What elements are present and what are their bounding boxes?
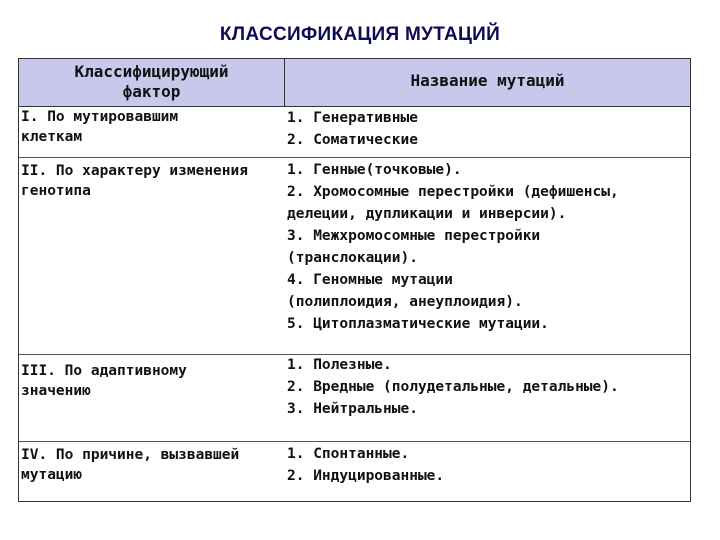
page-title: КЛАССИФИКАЦИЯ МУТАЦИЙ bbox=[219, 24, 501, 45]
table-row bbox=[19, 442, 690, 502]
table-row bbox=[19, 158, 690, 355]
row-factor: IV. По причине, вызвавшей мутацию bbox=[21, 447, 240, 483]
row-names: 1. Генные(точковые). 2. Хромосомные перестройки (дефишенсы, делеции, дупликации и инверсии). 3. Межхромосомные перестройки (транслокации). 4. Геномные мутации (полиплоидия, анеуплоидия). 5. Цитоплазматические мутации. bbox=[287, 162, 619, 332]
table-header bbox=[19, 59, 690, 107]
row-names: 1. Спонтанные. 2. Индуцированные. bbox=[287, 446, 445, 484]
row-names: 1. Полезные. 2. Вредные (полудетальные, детальные). 3. Нейтральные. bbox=[287, 357, 619, 417]
header-names: Название мутаций bbox=[410, 71, 565, 90]
row-factor: I. По мутировавшим клеткам bbox=[21, 109, 179, 145]
header-factor: Классифицирующий фактор bbox=[74, 62, 229, 101]
table-row bbox=[19, 106, 690, 158]
row-factor: III. По адаптивному значению bbox=[21, 363, 187, 399]
table-row bbox=[19, 355, 690, 442]
row-names: 1. Генеративные 2. Соматические bbox=[287, 110, 418, 148]
mutation-classification-table bbox=[18, 58, 691, 502]
row-factor: II. По характеру изменения генотипа bbox=[21, 163, 248, 199]
